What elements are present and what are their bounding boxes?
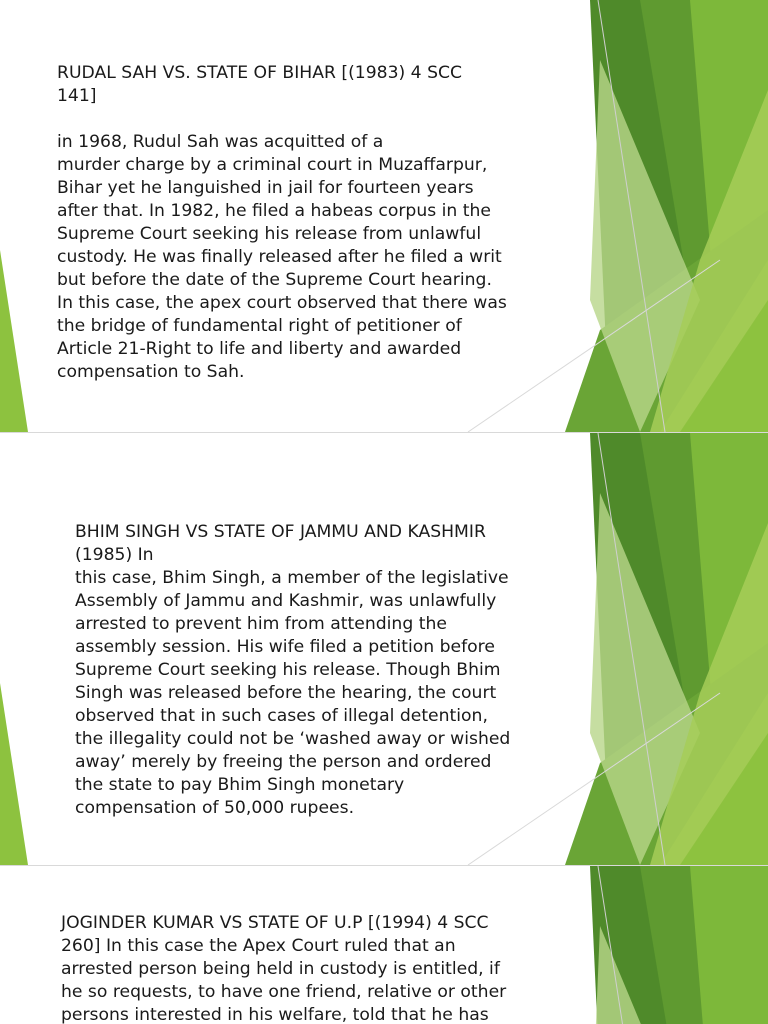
slide-2 bbox=[0, 433, 768, 865]
case-description: JOGINDER KUMAR VS STATE OF U.P [(1994) 4 SCC 260] In this case the Apex Court ruled that an arrested person being held in custody is entitled, if he so requests, to have one friend, relative or other persons interested in his welfare, told that he has bbox=[61, 913, 507, 1024]
slide-3 bbox=[0, 866, 768, 1024]
slide-1 bbox=[0, 0, 768, 432]
case-description: BHIM SINGH VS STATE OF JAMMU AND KASHMIR (1985) In this case, Bhim Singh, a member of the legislative Assembly of Jammu and Kashmir, was unlawfully arrested to prevent him from attending the assembly session. His wife filed a petition before Supreme Court seeking his release. Though Bhim Singh was released before the hearing, the court observed that in such cases of illegal detention, the illegality could not be ‘washed away or wished away’ merely by freeing the person and ordered the state to pay Bhim Singh monetary compensation of 50,000 rupees. bbox=[75, 522, 511, 818]
case-title: RUDAL SAH VS. STATE OF BIHAR [(1983) 4 SCC 141] bbox=[57, 63, 462, 106]
case-description: in 1968, Rudul Sah was acquitted of a murder charge by a criminal court in Muzaffarpur, Bihar yet he languished in jail for fourteen years after that. In 1982, he filed a habeas corpus in the Supreme Court seeking his release from unlawful custody. He was finally released after he filed a writ but before the date of the Supreme Court hearing. In this case, the apex court observed that there was the bridge of fundamental right of petitioner of Article 21-Right to life and liberty and awarded compensation to Sah. bbox=[57, 132, 507, 382]
